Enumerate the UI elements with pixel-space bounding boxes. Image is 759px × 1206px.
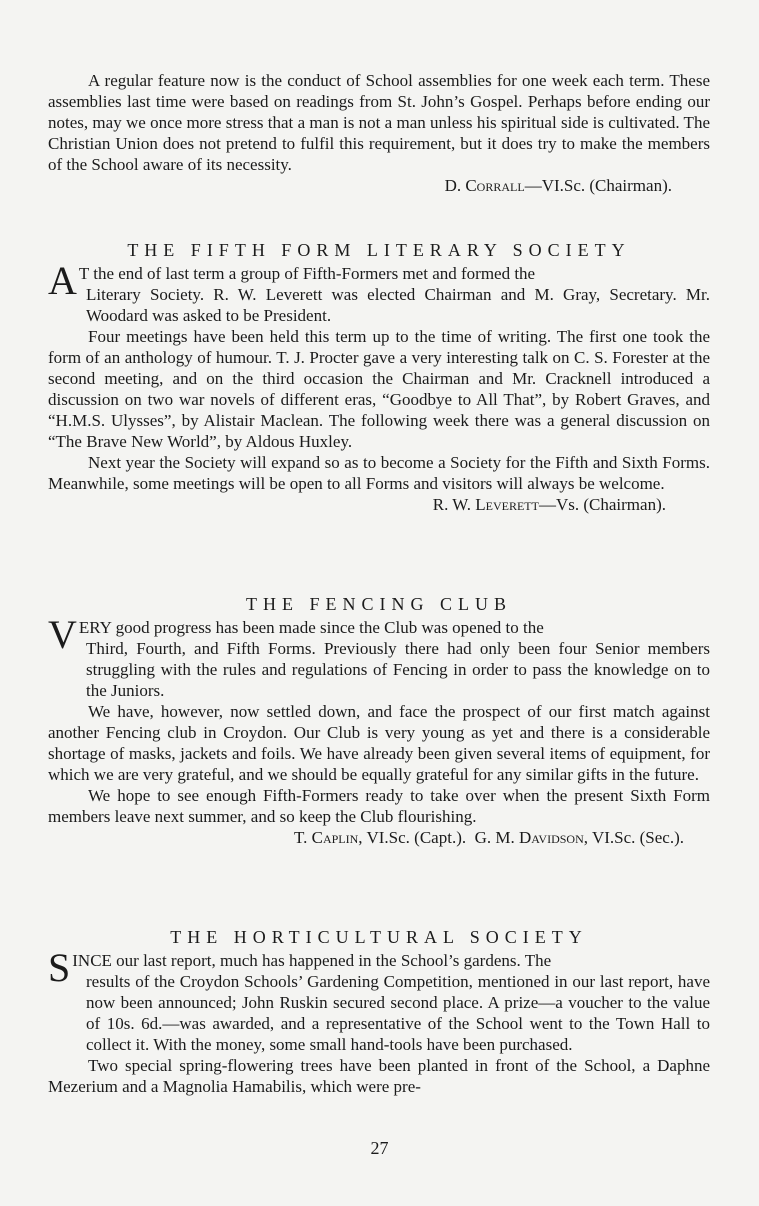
literary-signature (48, 494, 710, 515)
signature-name: Caplin (311, 828, 359, 847)
signature-name: R. W. Leverett (432, 495, 539, 514)
literary-society-section (48, 239, 710, 515)
literary-paragraph-3: Next year the Society will expand so as to become a Society for the Fifth and Sixth Forms. Meanwhile, some meetings will be open to all Forms and visitors will always be welcome. (48, 453, 710, 493)
fencing-paragraph-2: We have, however, now settled down, and face the prospect of our first match against another Fencing club in Croydon. Our Club is very young as yet and there is a considerable shortage of masks, jackets and foils. We have already been given several items of equipment, for which we are very grateful, and we should be equally grateful for any similar gifts in the future. (48, 702, 710, 784)
literary-paragraph-1: Literary Society. R. W. Leverett was elected Chairman and M. Gray, Secretary. Mr. Woodard was asked to be President. (86, 285, 710, 325)
signature-name: Davidson (519, 828, 584, 847)
literary-first-line: T the end of last term a group of Fifth-Formers met and formed the (78, 264, 536, 283)
horticultural-paragraph-2: Two special spring-flowering trees have been planted in front of the School, a Daphne Mezerium and a Magnolia Hamabilis, which were pre- (48, 1056, 710, 1096)
literary-paragraph-2: Four meetings have been held this term up to the time of writing. The first one took the form of an anthology of humour. T. J. Procter gave a very interesting talk on C. S. Forester at the second meeting, and on the third occasion the Chairman and Mr. Cracknell introduced a discussion on two war novels of different eras, “Goodbye to All That”, by Robert Graves, and “H.M.S. Ulysses”, by Alistair Maclean. The following week there was a general discussion on “The Brave New World”, by Aldous Huxley. (48, 327, 710, 451)
literary-society-heading: THE FIFTH FORM LITERARY SOCIETY (127, 240, 631, 260)
fencing-signature: T. Caplin, VI.Sc. (Capt.). G. M. Davidson, VI.Sc. (Sec.). (294, 828, 684, 847)
fencing-first-line: ERY good progress has been made since the Club was opened to the (78, 618, 544, 637)
christian-union-paragraph: A regular feature now is the conduct of School assemblies for one week each term. These assemblies last time were based on readings from St. John’s Gospel. Perhaps before ending our notes, may we once more stress that a man is not a man unless his spiritual side is cultivated. The Christian Union does not pretend to fulfil this requirement, but it does try to make the members of the School aware of its necessity. (48, 71, 710, 174)
signature-role: —VI.Sc. (Chairman). (524, 176, 672, 195)
drop-cap: S (48, 945, 71, 990)
christian-union-signature (48, 175, 710, 196)
horticultural-paragraph-1: results of the Croydon Schools’ Gardening Competition, mentioned in our last report, have now been announced; John Ruskin secured second place. A prize—a voucher to the value of 10s. 6d.—was awarded, and a representative of the School went to the Town Hall to collect it. With the money, some small hand-tools have been purchased. (86, 972, 710, 1054)
fencing-club-heading: THE FENCING CLUB (246, 594, 512, 614)
fencing-club-section (48, 593, 710, 848)
christian-union-section (48, 70, 710, 196)
fencing-paragraph-3: We hope to see enough Fifth-Formers ready to take over when the present Sixth Form members leave next summer, and so keep the Club flourishing. (48, 786, 710, 826)
horticultural-society-heading: THE HORTICULTURAL SOCIETY (170, 927, 588, 947)
drop-cap: A (48, 258, 77, 303)
fencing-paragraph-1: Third, Fourth, and Fifth Forms. Previously there had only been four Senior members struggling with the rules and regulations of Fencing in order to pass the knowledge on to the Juniors. (86, 639, 710, 700)
page-number: 27 (370, 1138, 389, 1158)
signature-role: —Vs. (Chairman). (538, 495, 666, 514)
horticultural-first-line: INCE our last report, much has happened in the School’s gardens. The (72, 951, 552, 970)
horticultural-society-section (48, 926, 710, 1097)
drop-cap: V (48, 612, 77, 657)
signature-name: D. Corrall (444, 176, 525, 195)
